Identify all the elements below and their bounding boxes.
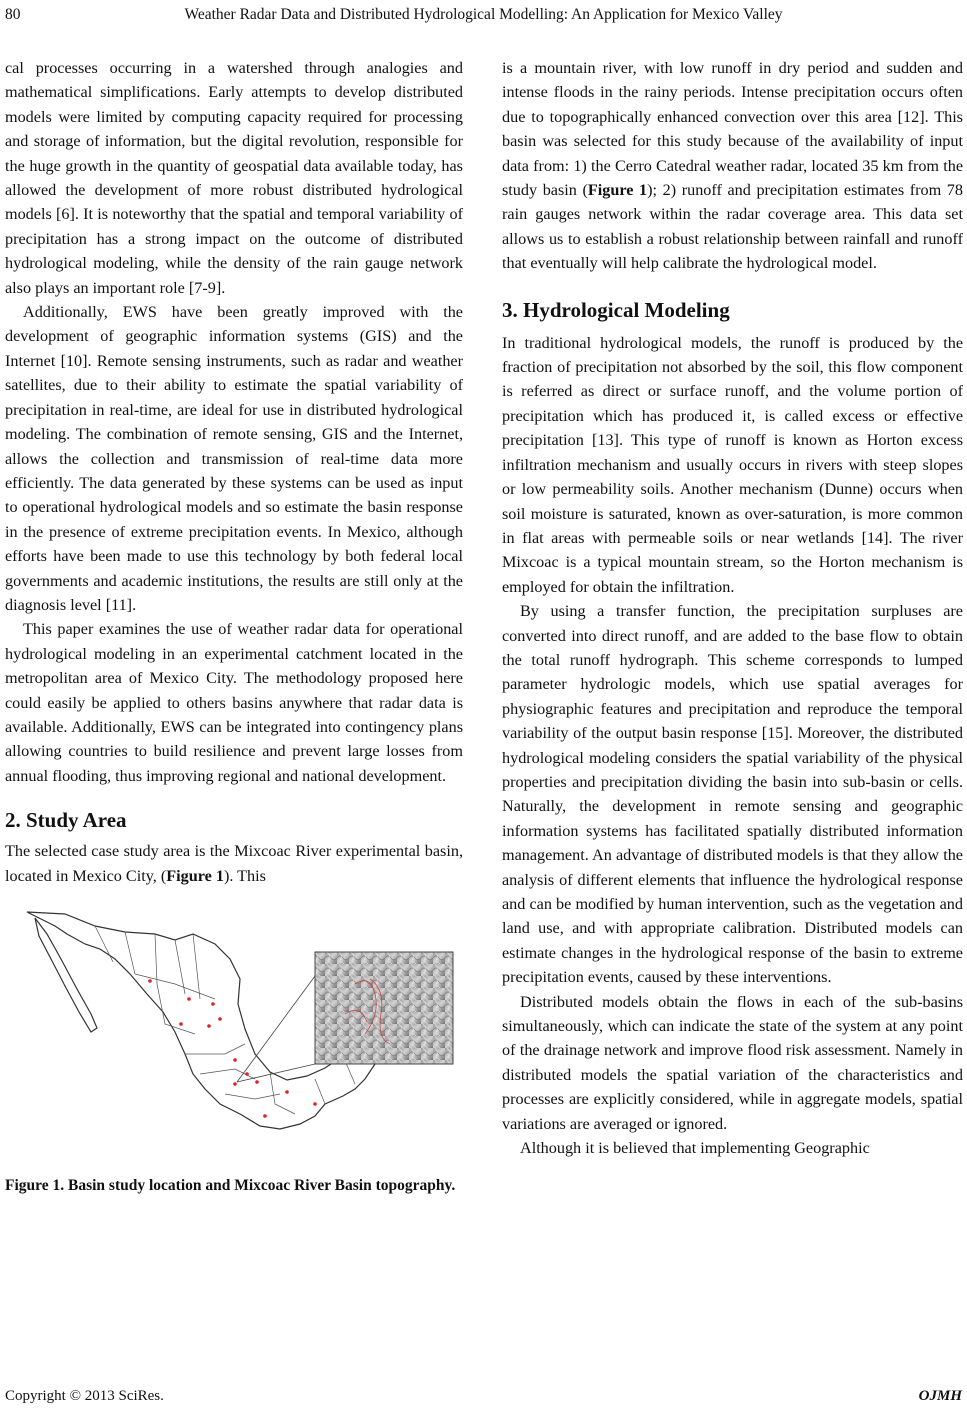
left-column bbox=[5, 56, 463, 1197]
journal-abbrev: OJMH bbox=[918, 1388, 962, 1404]
figure-1 bbox=[5, 904, 463, 1166]
figure-ref: Figure 1 bbox=[587, 181, 648, 200]
page-header bbox=[5, 6, 962, 28]
mexico-basin-map-image bbox=[25, 904, 455, 1166]
section-heading-hydrological-modeling: 3. Hydrological Modeling bbox=[502, 297, 730, 322]
running-title: Weather Radar Data and Distributed Hydrological Modelling: An Application for Mexico Valley bbox=[184, 6, 783, 23]
paragraph: Although it is believed that implementing Geographic bbox=[520, 1139, 870, 1158]
paragraph: cal processes occurring in a watershed through analogies and mathematical simplifications. Early attempts to develop distributed models were limited by computing capacity required for processing and storage of information, but the digital revolution, responsible for the huge growth in the quantity of geospatial data available today, has allowed the development of more robust distributed hydrological models [6]. It is noteworthy that the spatial and temporal variability of precipitation has a strong impact on the outcome of distributed hydrological modeling, while the density of the rain gauge network also plays an important role [7-9]. bbox=[5, 59, 463, 297]
figure-caption: Figure 1. Basin study location and Mixcoac River Basin topography. bbox=[5, 1177, 456, 1194]
paragraph: The selected case study area is the Mixcoac River experimental basin, located in Mexico City, (Figure 1). This bbox=[5, 842, 463, 885]
section-heading-study-area: 2. Study Area bbox=[5, 808, 127, 833]
copyright: Copyright © 2013 SciRes. bbox=[5, 1388, 164, 1404]
page-number: 80 bbox=[5, 6, 21, 23]
right-column bbox=[502, 56, 963, 1160]
paragraph: is a mountain river, with low runoff in dry period and sudden and intense floods in the rainy periods. Intense precipitation occurs often due to topographically enhanced convection over this area [12]. This basin was selected for this study because of the availability of input data from: 1) the Cerro Catedral weather radar, located 35 km from the study basin (Figure 1); 2) runoff and precipitation estimates from 78 rain gauges network within the radar coverage area. This data set allows us to establish a robust relationship between rainfall and runoff that eventually will help calibrate the hydrological model. bbox=[502, 59, 963, 273]
paragraph: By using a transfer function, the precipitation surpluses are converted into direct runoff, and are added to the base flow to obtain the total runoff hydrograph. This scheme corresponds to lumped parameter hydrologic models, which use spatial averages for physiographic features and precipitation and reproduce the temporal variability of the output basin response [15]. Moreover, the distributed hydrological modeling considers the spatial variability of the physical properties and precipitation dividing the basin into sub-basin or cells. Naturally, the development in remote sensing and geographic information systems has facilitated spatially distributed information management. An advantage of distributed models is that they allow the analysis of different elements that influence the hydrological response and can be modified by human intervention, such as the vegetation and land use, and with appropriate calibration. Distributed models can estimate changes in the hydrological response of the basin to extreme precipitation events, caused by these interventions. bbox=[502, 602, 963, 987]
paragraph: This paper examines the use of weather radar data for operational hydrological modeling in an experimental catchment located in the metropolitan area of Mexico City. The methodology proposed here could easily be applied to others basins anywhere that radar data is available. Additionally, EWS can be integrated into contingency plans allowing countries to build resilience and prevent large losses from annual flooding, thus improving regional and national development. bbox=[5, 620, 463, 785]
paragraph: Additionally, EWS have been greatly improved with the development of geographic information systems (GIS) and the Internet [10]. Remote sensing instruments, such as radar and weather satellites, due to their ability to estimate the spatial variability of precipitation in real-time, are ideal for use in distributed hydrological modeling. The combination of remote sensing, GIS and the Internet, allows the collection and transmission of real-time data more efficiently. The data generated by these systems can be used as input to operational hydrological models and so estimate the basin response in the presence of extreme precipitation events. In Mexico, although efforts have been made to use this technology by both federal local governments and academic institutions, the results are still only at the diagnosis level [11]. bbox=[5, 303, 463, 614]
paragraph: In traditional hydrological models, the runoff is produced by the fraction of precipitation not absorbed by the soil, this flow component is referred as direct or surface runoff, and the volume portion of precipitation which has produced it, is called excess or effective precipitation [13]. This type of runoff is known as Horton excess infiltration mechanism and usually occurs in rivers with steep slopes or low permeability soils. Another mechanism (Dunne) occurs when soil moisture is saturated, known as over-saturation, is more common in flat areas with permeable soils or near wetlands [14]. The river Mixcoac is a typical mountain stream, so the Horton mechanism is employed for obtain the infiltration. bbox=[502, 333, 963, 596]
paragraph: Distributed models obtain the flows in each of the sub-basins simultaneously, which can indicate the state of the system at any point of the drainage network and improve flood risk assessment. Namely in distributed models the spatial variation of the characteristics and processes are explicitly considered, while in aggregate models, spatial variations are averaged or ignored. bbox=[502, 992, 963, 1133]
page-footer bbox=[5, 1388, 962, 1410]
figure-ref: Figure 1 bbox=[166, 866, 224, 885]
